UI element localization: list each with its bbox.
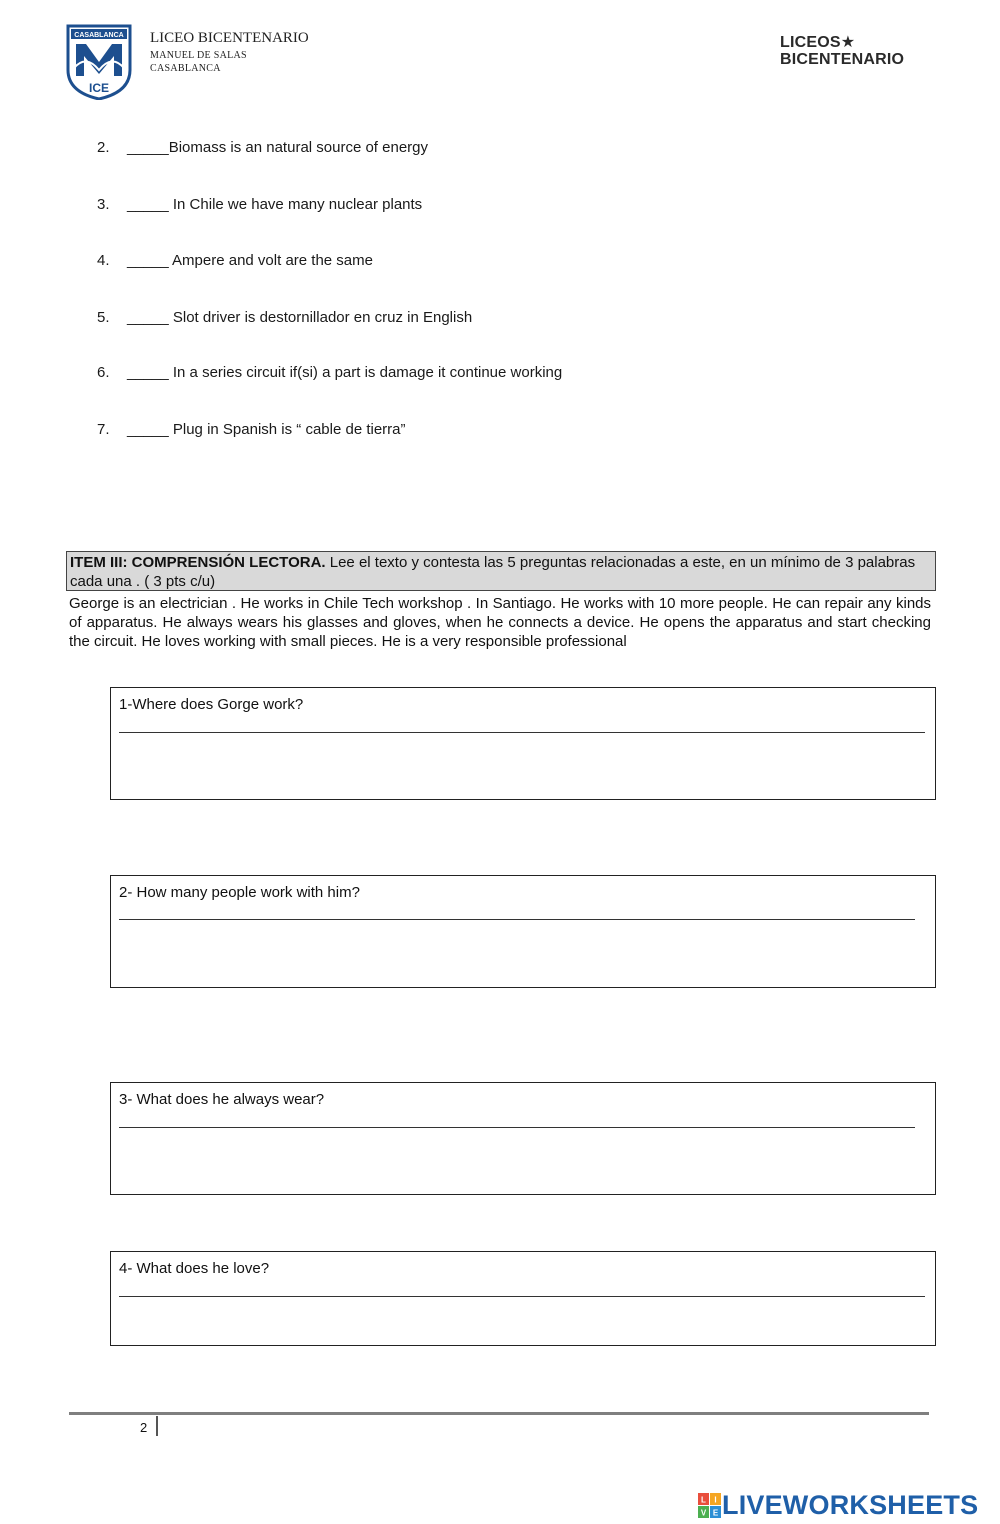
- footer-rule: [69, 1412, 929, 1415]
- icon-letter: I: [714, 1495, 717, 1504]
- answer-line: [119, 732, 925, 733]
- answer-line: [119, 919, 915, 920]
- question-box[interactable]: [110, 687, 936, 800]
- brand-line-2: BICENTENARIO: [780, 51, 905, 68]
- section-instructions: Lee el texto y contesta las 5 preguntas relacionadas a este, en un mínimo de 3 palabras cada una . ( 3 pts c/u): [70, 554, 916, 590]
- tf-item-text: _____ Ampere and volt are the same: [127, 252, 373, 269]
- tf-item-number: 3.: [97, 196, 110, 213]
- school-location: CASABLANCA: [150, 63, 221, 74]
- tf-item-number: 4.: [97, 252, 110, 269]
- question-box[interactable]: [110, 1082, 936, 1195]
- reading-text: George is an electrician . He works in Chile Tech workshop . In Santiago. He works with 10 more people. He can repair any kinds of apparatus. He always wears his glasses and gloves, when he connects a device. He opens the apparatus and start checking the circuit. He loves working with small pieces. He is a very responsible professional: [69, 595, 931, 650]
- tf-item-text: _____ Slot driver is destornillador en cruz in English: [127, 309, 473, 326]
- icon-letter: L: [701, 1495, 706, 1504]
- page-number-divider: [156, 1416, 158, 1436]
- school-subtitle: MANUEL DE SALAS: [150, 50, 247, 61]
- question-text: 2- How many people work with him?: [119, 884, 360, 901]
- tf-item-text: _____ In Chile we have many nuclear plants: [127, 196, 423, 213]
- page-number: 2: [140, 1420, 148, 1435]
- icon-letter: V: [700, 1508, 707, 1517]
- tf-item: [97, 364, 562, 381]
- tf-item: [97, 252, 373, 269]
- tf-item-number: 5.: [97, 309, 110, 326]
- question-text: 1-Where does Gorge work?: [119, 696, 304, 713]
- answer-line: [119, 1296, 925, 1297]
- brand-logo: [780, 34, 904, 68]
- icon-letter: E: [712, 1508, 719, 1517]
- logo-top-text: CASABLANCA: [74, 32, 124, 39]
- question-text: 4- What does he love?: [119, 1260, 270, 1277]
- school-logo: [66, 24, 132, 100]
- tf-item: [97, 309, 472, 326]
- tf-item-number: 7.: [97, 421, 110, 438]
- answer-line: [119, 1127, 915, 1128]
- tf-item-text: _____Biomass is an natural source of energy: [127, 139, 429, 156]
- tf-item: [97, 421, 406, 438]
- school-name: LICEO BICENTENARIO: [150, 30, 309, 46]
- tf-item-number: 2.: [97, 139, 110, 156]
- question-box[interactable]: [110, 875, 936, 988]
- section-header: [66, 551, 936, 591]
- section-title: ITEM III: COMPRENSIÓN LECTORA.: [70, 554, 326, 571]
- liveworksheets-icon: [698, 1493, 722, 1519]
- liveworksheets-watermark: [698, 1490, 978, 1521]
- liveworksheets-text: LIVEWORKSHEETS: [722, 1490, 979, 1520]
- tf-item-text: _____ In a series circuit if(si) a part is damage it continue working: [127, 364, 563, 381]
- tf-item: [97, 139, 428, 156]
- question-box[interactable]: [110, 1251, 936, 1346]
- tf-item-number: 6.: [97, 364, 110, 381]
- tf-item: [97, 196, 422, 213]
- logo-bottom-text: ICE: [88, 81, 110, 95]
- brand-line-1: LICEOS★: [780, 34, 856, 51]
- tf-item-text: _____ Plug in Spanish is “ cable de tierra”: [127, 421, 406, 438]
- question-text: 3- What does he always wear?: [119, 1091, 325, 1108]
